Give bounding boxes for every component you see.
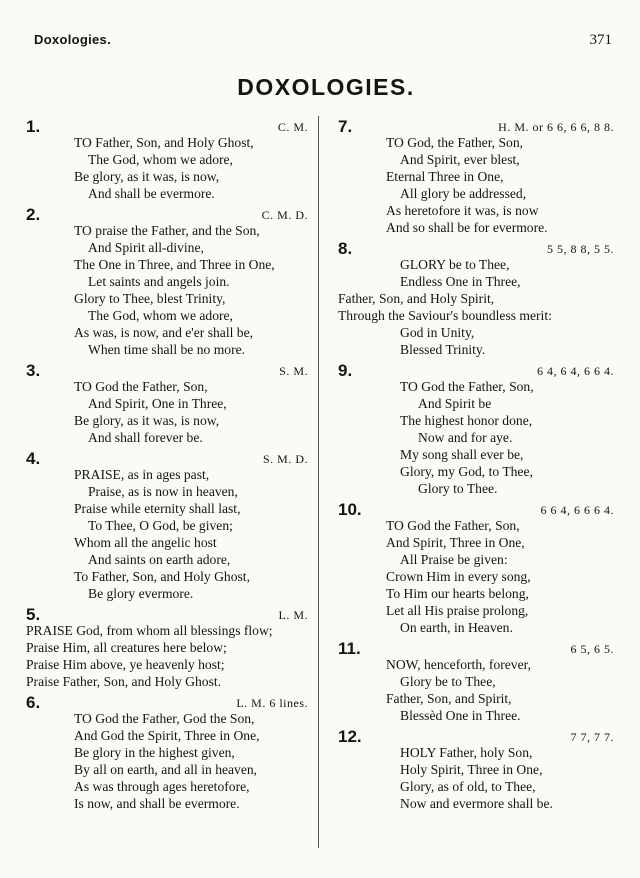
doxology-verse [26, 134, 308, 202]
doxology-number: 1. [26, 117, 41, 136]
doxology-header [26, 448, 308, 470]
doxology-verse [338, 378, 614, 497]
verse-line: The highest honor done, [400, 413, 533, 428]
verse-line: NOW, henceforth, forever, [386, 657, 532, 672]
verse-line: GLORY be to Thee, [400, 257, 510, 272]
verse-line: And God the Spirit, Three in One, [74, 728, 260, 743]
doxology-9 [338, 360, 614, 497]
verse-line: The One in Three, and Three in One, [74, 257, 275, 272]
doxology-4 [26, 448, 308, 602]
verse-line: By all on earth, and all in heaven, [74, 762, 258, 777]
verse-line: As heretofore it was, is now [386, 203, 539, 218]
verse-line: Glory, my God, to Thee, [400, 464, 533, 479]
doxology-meter: 5 5, 8 8, 5 5. [547, 242, 614, 256]
verse-line: To Father, Son, and Holy Ghost, [74, 569, 250, 584]
doxology-3 [26, 360, 308, 446]
verse-line: Now and for aye. [418, 430, 513, 445]
doxology-header [26, 204, 308, 226]
verse-line: And shall forever be. [88, 430, 203, 445]
verse-line: To Him our hearts belong, [386, 586, 529, 601]
doxology-meter: C. M. D. [261, 208, 308, 222]
verse-line: And Spirit, ever blest, [400, 152, 520, 167]
verse-line: When time shall be no more. [88, 342, 246, 357]
doxology-meter: 6 4, 6 4, 6 6 4. [537, 364, 614, 378]
doxology-number: 11. [338, 639, 361, 658]
doxology-number: 3. [26, 361, 41, 380]
verse-line: Father, Son, and Spirit, [386, 691, 512, 706]
verse-line: TO God the Father, Son, [74, 379, 208, 394]
doxology-header [338, 360, 614, 382]
verse-line: Blessed Trinity. [400, 342, 486, 357]
verse-line: Through the Saviour's boundless merit: [338, 308, 552, 323]
verse-line: On earth, in Heaven. [400, 620, 513, 635]
doxology-header [26, 116, 308, 138]
column-divider [318, 116, 319, 848]
doxology-meter: H. M. or 6 6, 6 6, 8 8. [498, 120, 614, 134]
doxology-header [338, 238, 614, 260]
verse-line: Praise Him, all creatures here below; [26, 640, 227, 655]
doxology-meter: S. M. [279, 364, 308, 378]
doxology-header [338, 726, 614, 748]
verse-line: Let saints and angels join. [88, 274, 230, 289]
verse-line: Be glory in the highest given, [74, 745, 235, 760]
doxology-number: 12. [338, 727, 362, 746]
verse-line: Praise Him above, ye heavenly host; [26, 657, 225, 672]
doxology-number: 7. [338, 117, 353, 136]
doxology-verse [26, 622, 308, 690]
verse-line: And so shall be for evermore. [386, 220, 548, 235]
doxology-verse [338, 256, 614, 358]
verse-line: Praise while eternity shall last, [74, 501, 241, 516]
doxology-verse [338, 656, 614, 724]
doxology-verse [26, 222, 308, 358]
doxology-2 [26, 204, 308, 358]
doxology-verse [26, 378, 308, 446]
verse-line: As was, is now, and e'er shall be, [74, 325, 254, 340]
doxology-header [26, 692, 308, 714]
doxology-header [338, 116, 614, 138]
verse-line: And Spirit be [418, 396, 492, 411]
doxology-verse [338, 134, 614, 236]
doxology-number: 8. [338, 239, 353, 258]
verse-line: TO God, the Father, Son, [386, 135, 524, 150]
verse-line: Be glory, as it was, is now, [74, 169, 220, 184]
verse-line: TO Father, Son, and Holy Ghost, [74, 135, 254, 150]
verse-line: Glory to Thee, blest Trinity, [74, 291, 226, 306]
verse-line: And Spirit, Three in One, [386, 535, 525, 550]
doxology-verse [338, 744, 614, 812]
verse-line: Crown Him in every song, [386, 569, 531, 584]
verse-line: Whom all the angelic host [74, 535, 217, 550]
doxology-meter: L. M. [278, 608, 308, 622]
verse-line: TO God the Father, Son, [400, 379, 534, 394]
doxology-number: 10. [338, 500, 362, 519]
doxology-header [26, 360, 308, 382]
verse-line: All Praise be given: [400, 552, 508, 567]
verse-line: Let all His praise prolong, [386, 603, 529, 618]
verse-line: Blessèd One in Three. [400, 708, 521, 723]
doxology-number: 5. [26, 605, 41, 624]
doxology-10 [338, 499, 614, 636]
doxology-5 [26, 604, 308, 690]
running-head: Doxologies. [34, 32, 111, 47]
verse-line: Eternal Three in One, [386, 169, 504, 184]
verse-line: TO praise the Father, and the Son, [74, 223, 260, 238]
doxology-12 [338, 726, 614, 812]
verse-line: All glory be addressed, [400, 186, 527, 201]
doxology-11 [338, 638, 614, 724]
verse-line: Holy Spirit, Three in One, [400, 762, 543, 777]
verse-line: Is now, and shall be evermore. [74, 796, 240, 811]
doxology-meter: L. M. 6 lines. [236, 696, 308, 710]
doxology-7 [338, 116, 614, 236]
verse-line: The God, whom we adore, [88, 152, 233, 167]
doxology-verse [338, 517, 614, 636]
doxology-header [338, 499, 614, 521]
verse-line: Praise, as is now in heaven, [88, 484, 238, 499]
doxology-header [26, 604, 308, 626]
doxology-meter: 6 6 4, 6 6 6 4. [540, 503, 614, 517]
doxology-meter: S. M. D. [262, 452, 308, 466]
doxology-verse [26, 466, 308, 602]
page-title: DOXOLOGIES. [237, 74, 415, 100]
doxology-8 [338, 238, 614, 358]
verse-line: TO God the Father, Son, [386, 518, 520, 533]
doxology-header [338, 638, 614, 660]
verse-line: God in Unity, [400, 325, 475, 340]
verse-line: And saints on earth adore, [88, 552, 231, 567]
doxology-meter: C. M. [277, 120, 308, 134]
doxology-meter: 7 7, 7 7. [570, 730, 614, 744]
verse-line: Father, Son, and Holy Spirit, [338, 291, 495, 306]
verse-line: And Spirit all-divine, [88, 240, 204, 255]
verse-line: TO God the Father, God the Son, [74, 711, 255, 726]
verse-line: Be glory evermore. [88, 586, 194, 601]
left-column [26, 116, 308, 814]
doxology-6 [26, 692, 308, 812]
verse-line: PRAISE, as in ages past, [74, 467, 210, 482]
verse-line: The God, whom we adore, [88, 308, 233, 323]
verse-line: Glory, as of old, to Thee, [400, 779, 536, 794]
doxology-meter: 6 5, 6 5. [570, 642, 614, 656]
verse-line: Endless One in Three, [400, 274, 521, 289]
verse-line: As was through ages heretofore, [74, 779, 250, 794]
verse-line: Praise Father, Son, and Holy Ghost. [26, 674, 222, 689]
verse-line: Be glory, as it was, is now, [74, 413, 220, 428]
verse-line: PRAISE God, from whom all blessings flow; [26, 623, 273, 638]
verse-line: To Thee, O God, be given; [88, 518, 233, 533]
verse-line: And Spirit, One in Three, [88, 396, 227, 411]
verse-line: Glory to Thee. [418, 481, 498, 496]
doxology-number: 4. [26, 449, 41, 468]
verse-line: HOLY Father, holy Son, [400, 745, 533, 760]
doxology-number: 9. [338, 361, 353, 380]
verse-line: And shall be evermore. [88, 186, 215, 201]
doxology-1 [26, 116, 308, 202]
right-column [338, 116, 614, 814]
doxology-number: 2. [26, 205, 41, 224]
doxology-verse [26, 710, 308, 812]
verse-line: Glory be to Thee, [400, 674, 496, 689]
doxology-number: 6. [26, 693, 41, 712]
verse-line: Now and evermore shall be. [400, 796, 553, 811]
verse-line: My song shall ever be, [400, 447, 524, 462]
page-number: 371 [589, 32, 612, 48]
